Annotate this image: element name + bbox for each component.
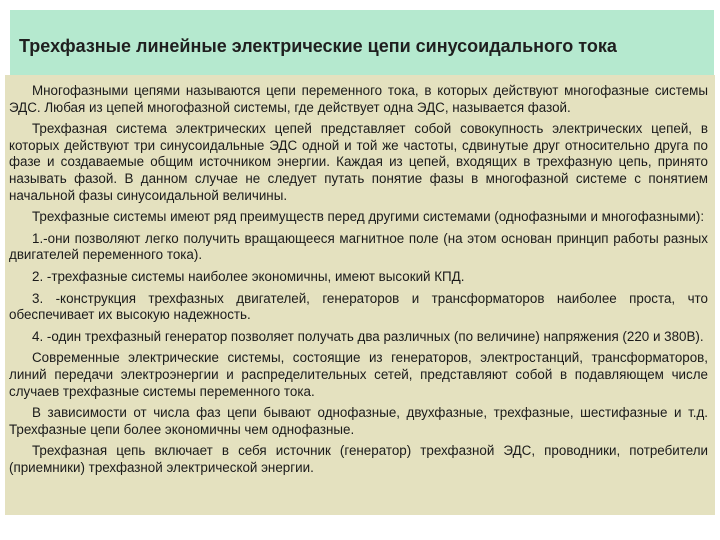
paragraph: Современные электрические системы, состоящие из генераторов, электростанций, трансформаторов, линий передачи электроэнергии и распределительных сетей, представляют собой в подавляющем числе случаев трехфазные системы переменного тока.	[9, 350, 708, 399]
list-item: 3. -конструкция трехфазных двигателей, генераторов и трансформаторов наиболее проста, что обеспечивает их высокую надежность.	[9, 290, 708, 323]
list-item: 1.-они позволяют легко получить вращающееся магнитное поле (на этом основан принцип работы разных двигателей переменного тока).	[9, 230, 708, 263]
paragraph: Многофазными цепями называются цепи переменного тока, в которых действуют многофазные системы ЭДС. Любая из цепей многофазной системы, где действует одна ЭДС, называется фазой.	[9, 83, 708, 115]
content-panel	[5, 75, 715, 515]
list-item: 4. -один трехфазный генератор позволяет получать два различных (по величине) напряжения (220 и 380В).	[32, 328, 704, 344]
paragraph: Трехфазная система электрических цепей представляет собой совокупность электрических цепей, в которых действуют три синусоидальные ЭДС одной и той же частоты, сдвинутые друг относительно друга по фазе и создаваемые общим источником энергии. Каждая из цепей, входящих в трехфазную цепь, принято называть фазой. В данном случае не следует путать понятие фазы в многофазной системе с понятием начальной фазы синусоидальной величины.	[9, 121, 708, 203]
list-item: 2. -трехфазные системы наиболее экономичны, имеют высокий КПД.	[32, 268, 465, 284]
paragraph: В зависимости от числа фаз цепи бывают однофазные, двухфазные, трехфазные, шестифазные и т.д. Трехфазные цепи более экономичны чем однофазные.	[9, 405, 708, 437]
paragraph: Трехфазная цепь включает в себя источник (генератор) трехфазной ЭДС, проводники, потребители (приемники) трехфазной электрической энергии.	[9, 443, 708, 475]
paragraph: Трехфазные системы имеют ряд преимуществ перед другими системами (однофазными и многофазными):	[32, 209, 705, 225]
slide-title: Трехфазные линейные электрические цепи синусоидального тока	[19, 36, 617, 56]
